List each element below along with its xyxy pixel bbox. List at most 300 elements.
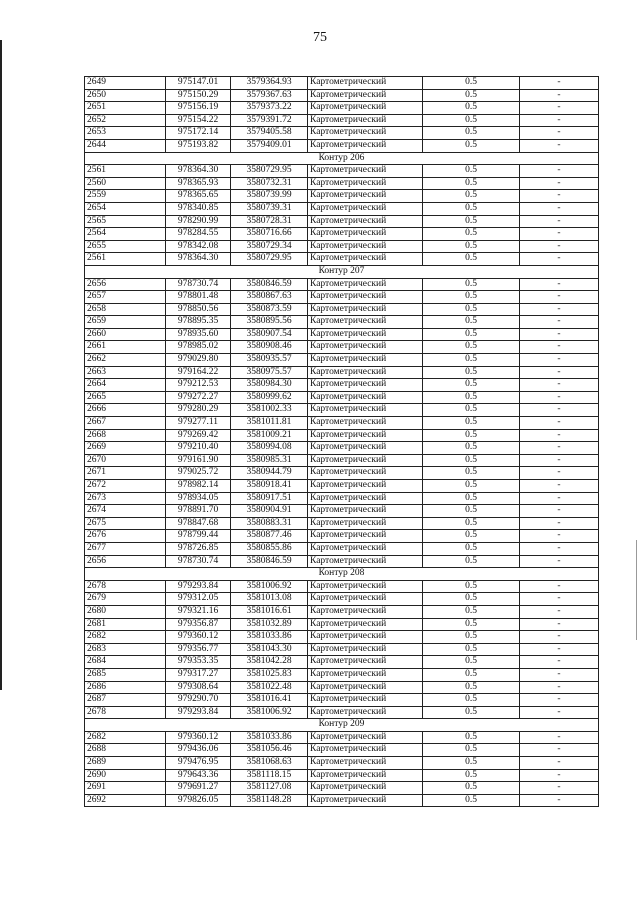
accuracy-cell: 0.5 <box>423 744 520 757</box>
accuracy-cell: 0.5 <box>423 404 520 417</box>
accuracy-cell: 0.5 <box>423 605 520 618</box>
description-cell: - <box>520 505 599 518</box>
method-cell: Картометрический <box>308 240 423 253</box>
table-row <box>85 429 599 442</box>
description-cell: - <box>520 555 599 568</box>
method-cell: Картометрический <box>308 215 423 228</box>
x-coordinate-cell: 979356.87 <box>166 618 231 631</box>
method-cell: Картометрический <box>308 89 423 102</box>
description-cell: - <box>520 77 599 90</box>
point-number-cell: 2670 <box>85 454 166 467</box>
point-number-cell: 2649 <box>85 77 166 90</box>
method-cell: Картометрический <box>308 757 423 770</box>
accuracy-cell: 0.5 <box>423 631 520 644</box>
description-cell: - <box>520 605 599 618</box>
method-cell: Картометрический <box>308 505 423 518</box>
point-number-cell: 2690 <box>85 769 166 782</box>
y-coordinate-cell: 3580999.62 <box>231 391 308 404</box>
accuracy-cell: 0.5 <box>423 278 520 291</box>
x-coordinate-cell: 979826.05 <box>166 794 231 807</box>
method-cell: Картометрический <box>308 202 423 215</box>
table-row <box>85 492 599 505</box>
method-cell: Картометрический <box>308 668 423 681</box>
y-coordinate-cell: 3581032.89 <box>231 618 308 631</box>
table-row <box>85 202 599 215</box>
point-number-cell: 2655 <box>85 240 166 253</box>
accuracy-cell: 0.5 <box>423 542 520 555</box>
y-coordinate-cell: 3580907.54 <box>231 328 308 341</box>
table-row <box>85 706 599 719</box>
table-row <box>85 379 599 392</box>
accuracy-cell: 0.5 <box>423 530 520 543</box>
accuracy-cell: 0.5 <box>423 794 520 807</box>
method-cell: Картометрический <box>308 417 423 430</box>
table-row <box>85 391 599 404</box>
method-cell: Картометрический <box>308 228 423 241</box>
y-coordinate-cell: 3579405.58 <box>231 127 308 140</box>
x-coordinate-cell: 978985.02 <box>166 341 231 354</box>
accuracy-cell: 0.5 <box>423 757 520 770</box>
x-coordinate-cell: 978364.30 <box>166 253 231 266</box>
description-cell: - <box>520 303 599 316</box>
table-row <box>85 316 599 329</box>
y-coordinate-cell: 3579364.93 <box>231 77 308 90</box>
x-coordinate-cell: 979293.84 <box>166 580 231 593</box>
x-coordinate-cell: 979356.77 <box>166 643 231 656</box>
accuracy-cell: 0.5 <box>423 391 520 404</box>
x-coordinate-cell: 978935.60 <box>166 328 231 341</box>
point-number-cell: 2667 <box>85 417 166 430</box>
table-row <box>85 303 599 316</box>
method-cell: Картометрический <box>308 366 423 379</box>
method-cell: Картометрический <box>308 694 423 707</box>
accuracy-cell: 0.5 <box>423 467 520 480</box>
page-number: 75 <box>313 30 327 45</box>
accuracy-cell: 0.5 <box>423 480 520 493</box>
method-cell: Картометрический <box>308 656 423 669</box>
table-row <box>85 631 599 644</box>
table-row <box>85 165 599 178</box>
x-coordinate-cell: 979290.70 <box>166 694 231 707</box>
point-number-cell: 2561 <box>85 165 166 178</box>
scan-edge-mark-right <box>636 540 637 640</box>
accuracy-cell: 0.5 <box>423 303 520 316</box>
x-coordinate-cell: 978284.55 <box>166 228 231 241</box>
description-cell: - <box>520 391 599 404</box>
x-coordinate-cell: 978730.74 <box>166 278 231 291</box>
y-coordinate-cell: 3581006.92 <box>231 706 308 719</box>
description-cell: - <box>520 542 599 555</box>
method-cell: Картометрический <box>308 278 423 291</box>
description-cell: - <box>520 694 599 707</box>
y-coordinate-cell: 3581006.92 <box>231 580 308 593</box>
y-coordinate-cell: 3580935.57 <box>231 354 308 367</box>
description-cell: - <box>520 253 599 266</box>
point-number-cell: 2665 <box>85 391 166 404</box>
table-row <box>85 404 599 417</box>
description-cell: - <box>520 127 599 140</box>
table-row <box>85 77 599 90</box>
description-cell: - <box>520 467 599 480</box>
description-cell: - <box>520 618 599 631</box>
accuracy-cell: 0.5 <box>423 429 520 442</box>
point-number-cell: 2653 <box>85 127 166 140</box>
method-cell: Картометрический <box>308 605 423 618</box>
accuracy-cell: 0.5 <box>423 127 520 140</box>
accuracy-cell: 0.5 <box>423 505 520 518</box>
method-cell: Картометрический <box>308 731 423 744</box>
description-cell: - <box>520 593 599 606</box>
description-cell: - <box>520 316 599 329</box>
point-number-cell: 2675 <box>85 517 166 530</box>
x-coordinate-cell: 979280.29 <box>166 404 231 417</box>
method-cell: Картометрический <box>308 77 423 90</box>
accuracy-cell: 0.5 <box>423 366 520 379</box>
point-number-cell: 2682 <box>85 731 166 744</box>
method-cell: Картометрический <box>308 794 423 807</box>
description-cell: - <box>520 668 599 681</box>
accuracy-cell: 0.5 <box>423 492 520 505</box>
method-cell: Картометрический <box>308 165 423 178</box>
y-coordinate-cell: 3581042.28 <box>231 656 308 669</box>
point-number-cell: 2559 <box>85 190 166 203</box>
table-row <box>85 278 599 291</box>
point-number-cell: 2691 <box>85 782 166 795</box>
description-cell: - <box>520 278 599 291</box>
y-coordinate-cell: 3580944.79 <box>231 467 308 480</box>
point-number-cell: 2561 <box>85 253 166 266</box>
y-coordinate-cell: 3580985.31 <box>231 454 308 467</box>
description-cell: - <box>520 328 599 341</box>
method-cell: Картометрический <box>308 706 423 719</box>
point-number-cell: 2678 <box>85 580 166 593</box>
table-row <box>85 794 599 807</box>
table-row <box>85 580 599 593</box>
y-coordinate-cell: 3579367.63 <box>231 89 308 102</box>
table-row <box>85 530 599 543</box>
point-number-cell: 2644 <box>85 139 166 152</box>
method-cell: Картометрический <box>308 114 423 127</box>
x-coordinate-cell: 979321.16 <box>166 605 231 618</box>
y-coordinate-cell: 3579373.22 <box>231 102 308 115</box>
table-row <box>85 467 599 480</box>
y-coordinate-cell: 3581022.48 <box>231 681 308 694</box>
table-row <box>85 605 599 618</box>
table-row <box>85 139 599 152</box>
description-cell: - <box>520 631 599 644</box>
accuracy-cell: 0.5 <box>423 190 520 203</box>
accuracy-cell: 0.5 <box>423 228 520 241</box>
description-cell: - <box>520 744 599 757</box>
method-cell: Картометрический <box>308 681 423 694</box>
method-cell: Картометрический <box>308 328 423 341</box>
method-cell: Картометрический <box>308 517 423 530</box>
contour-header-row <box>85 152 599 165</box>
accuracy-cell: 0.5 <box>423 89 520 102</box>
accuracy-cell: 0.5 <box>423 253 520 266</box>
accuracy-cell: 0.5 <box>423 114 520 127</box>
method-cell: Картометрический <box>308 593 423 606</box>
point-number-cell: 2659 <box>85 316 166 329</box>
description-cell: - <box>520 706 599 719</box>
table-row <box>85 769 599 782</box>
method-cell: Картометрический <box>308 316 423 329</box>
y-coordinate-cell: 3580917.51 <box>231 492 308 505</box>
accuracy-cell: 0.5 <box>423 202 520 215</box>
method-cell: Картометрический <box>308 580 423 593</box>
accuracy-cell: 0.5 <box>423 580 520 593</box>
table-row <box>85 354 599 367</box>
y-coordinate-cell: 3580739.31 <box>231 202 308 215</box>
table-row <box>85 505 599 518</box>
table-row <box>85 114 599 127</box>
y-coordinate-cell: 3581118.15 <box>231 769 308 782</box>
method-cell: Картометрический <box>308 769 423 782</box>
point-number-cell: 2678 <box>85 706 166 719</box>
accuracy-cell: 0.5 <box>423 139 520 152</box>
point-number-cell: 2656 <box>85 278 166 291</box>
y-coordinate-cell: 3580904.91 <box>231 505 308 518</box>
accuracy-cell: 0.5 <box>423 782 520 795</box>
y-coordinate-cell: 3581016.61 <box>231 605 308 618</box>
description-cell: - <box>520 731 599 744</box>
description-cell: - <box>520 354 599 367</box>
coordinates-table-body <box>85 77 599 807</box>
description-cell: - <box>520 341 599 354</box>
description-cell: - <box>520 379 599 392</box>
y-coordinate-cell: 3580732.31 <box>231 177 308 190</box>
point-number-cell: 2651 <box>85 102 166 115</box>
description-cell: - <box>520 202 599 215</box>
x-coordinate-cell: 979476.95 <box>166 757 231 770</box>
point-number-cell: 2669 <box>85 442 166 455</box>
point-number-cell: 2685 <box>85 668 166 681</box>
description-cell: - <box>520 102 599 115</box>
table-row <box>85 442 599 455</box>
accuracy-cell: 0.5 <box>423 681 520 694</box>
method-cell: Картометрический <box>308 555 423 568</box>
accuracy-cell: 0.5 <box>423 291 520 304</box>
x-coordinate-cell: 979308.64 <box>166 681 231 694</box>
y-coordinate-cell: 3581025.83 <box>231 668 308 681</box>
point-number-cell: 2565 <box>85 215 166 228</box>
description-cell: - <box>520 530 599 543</box>
point-number-cell: 2663 <box>85 366 166 379</box>
table-row <box>85 89 599 102</box>
point-number-cell: 2683 <box>85 643 166 656</box>
y-coordinate-cell: 3581043.30 <box>231 643 308 656</box>
method-cell: Картометрический <box>308 303 423 316</box>
x-coordinate-cell: 979312.05 <box>166 593 231 606</box>
y-coordinate-cell: 3580975.57 <box>231 366 308 379</box>
table-row <box>85 643 599 656</box>
description-cell: - <box>520 114 599 127</box>
y-coordinate-cell: 3581033.86 <box>231 731 308 744</box>
x-coordinate-cell: 978850.56 <box>166 303 231 316</box>
x-coordinate-cell: 979317.27 <box>166 668 231 681</box>
x-coordinate-cell: 975150.29 <box>166 89 231 102</box>
x-coordinate-cell: 978891.70 <box>166 505 231 518</box>
y-coordinate-cell: 3581056.46 <box>231 744 308 757</box>
y-coordinate-cell: 3580895.56 <box>231 316 308 329</box>
y-coordinate-cell: 3581013.08 <box>231 593 308 606</box>
table-row <box>85 542 599 555</box>
y-coordinate-cell: 3580716.66 <box>231 228 308 241</box>
point-number-cell: 2688 <box>85 744 166 757</box>
x-coordinate-cell: 979269.42 <box>166 429 231 442</box>
table-row <box>85 215 599 228</box>
point-number-cell: 2672 <box>85 480 166 493</box>
table-row <box>85 782 599 795</box>
table-row <box>85 681 599 694</box>
table-row <box>85 366 599 379</box>
point-number-cell: 2658 <box>85 303 166 316</box>
description-cell: - <box>520 782 599 795</box>
point-number-cell: 2686 <box>85 681 166 694</box>
method-cell: Картометрический <box>308 391 423 404</box>
description-cell: - <box>520 417 599 430</box>
description-cell: - <box>520 228 599 241</box>
description-cell: - <box>520 454 599 467</box>
method-cell: Картометрический <box>308 190 423 203</box>
table-row <box>85 656 599 669</box>
table-row <box>85 190 599 203</box>
method-cell: Картометрический <box>308 744 423 757</box>
description-cell: - <box>520 404 599 417</box>
y-coordinate-cell: 3580994.08 <box>231 442 308 455</box>
description-cell: - <box>520 656 599 669</box>
method-cell: Картометрический <box>308 253 423 266</box>
scan-edge-mark <box>0 40 2 690</box>
y-coordinate-cell: 3580728.31 <box>231 215 308 228</box>
method-cell: Картометрический <box>308 177 423 190</box>
y-coordinate-cell: 3581033.86 <box>231 631 308 644</box>
method-cell: Картометрический <box>308 480 423 493</box>
accuracy-cell: 0.5 <box>423 102 520 115</box>
point-number-cell: 2692 <box>85 794 166 807</box>
x-coordinate-cell: 979436.06 <box>166 744 231 757</box>
table-row <box>85 618 599 631</box>
point-number-cell: 2689 <box>85 757 166 770</box>
method-cell: Картометрический <box>308 102 423 115</box>
table-row <box>85 555 599 568</box>
description-cell: - <box>520 517 599 530</box>
method-cell: Картометрический <box>308 454 423 467</box>
accuracy-cell: 0.5 <box>423 328 520 341</box>
description-cell: - <box>520 480 599 493</box>
contour-label: Контур 207 <box>85 265 599 278</box>
description-cell: - <box>520 190 599 203</box>
table-row <box>85 102 599 115</box>
y-coordinate-cell: 3580867.63 <box>231 291 308 304</box>
description-cell: - <box>520 794 599 807</box>
table-row <box>85 517 599 530</box>
point-number-cell: 2564 <box>85 228 166 241</box>
y-coordinate-cell: 3581011.81 <box>231 417 308 430</box>
table-row <box>85 228 599 241</box>
y-coordinate-cell: 3580877.46 <box>231 530 308 543</box>
table-row <box>85 480 599 493</box>
y-coordinate-cell: 3580729.34 <box>231 240 308 253</box>
y-coordinate-cell: 3580729.95 <box>231 253 308 266</box>
method-cell: Картометрический <box>308 429 423 442</box>
x-coordinate-cell: 975172.14 <box>166 127 231 140</box>
accuracy-cell: 0.5 <box>423 77 520 90</box>
accuracy-cell: 0.5 <box>423 240 520 253</box>
accuracy-cell: 0.5 <box>423 454 520 467</box>
description-cell: - <box>520 240 599 253</box>
method-cell: Картометрический <box>308 530 423 543</box>
accuracy-cell: 0.5 <box>423 165 520 178</box>
accuracy-cell: 0.5 <box>423 442 520 455</box>
table-row <box>85 253 599 266</box>
description-cell: - <box>520 580 599 593</box>
description-cell: - <box>520 291 599 304</box>
x-coordinate-cell: 975193.82 <box>166 139 231 152</box>
x-coordinate-cell: 979161.90 <box>166 454 231 467</box>
x-coordinate-cell: 979360.12 <box>166 631 231 644</box>
description-cell: - <box>520 769 599 782</box>
table-row <box>85 744 599 757</box>
table-row <box>85 593 599 606</box>
table-row <box>85 668 599 681</box>
description-cell: - <box>520 165 599 178</box>
x-coordinate-cell: 979164.22 <box>166 366 231 379</box>
y-coordinate-cell: 3581068.63 <box>231 757 308 770</box>
accuracy-cell: 0.5 <box>423 417 520 430</box>
accuracy-cell: 0.5 <box>423 215 520 228</box>
point-number-cell: 2560 <box>85 177 166 190</box>
x-coordinate-cell: 978799.44 <box>166 530 231 543</box>
point-number-cell: 2674 <box>85 505 166 518</box>
accuracy-cell: 0.5 <box>423 694 520 707</box>
x-coordinate-cell: 978340.85 <box>166 202 231 215</box>
accuracy-cell: 0.5 <box>423 668 520 681</box>
y-coordinate-cell: 3581016.41 <box>231 694 308 707</box>
point-number-cell: 2679 <box>85 593 166 606</box>
point-number-cell: 2687 <box>85 694 166 707</box>
x-coordinate-cell: 978342.08 <box>166 240 231 253</box>
table-row <box>85 417 599 430</box>
description-cell: - <box>520 492 599 505</box>
x-coordinate-cell: 979643.36 <box>166 769 231 782</box>
accuracy-cell: 0.5 <box>423 656 520 669</box>
description-cell: - <box>520 215 599 228</box>
contour-label: Контур 208 <box>85 568 599 581</box>
table-row <box>85 240 599 253</box>
x-coordinate-cell: 979025.72 <box>166 467 231 480</box>
description-cell: - <box>520 681 599 694</box>
accuracy-cell: 0.5 <box>423 731 520 744</box>
method-cell: Картометрический <box>308 139 423 152</box>
description-cell: - <box>520 366 599 379</box>
point-number-cell: 2652 <box>85 114 166 127</box>
method-cell: Картометрический <box>308 643 423 656</box>
x-coordinate-cell: 978364.30 <box>166 165 231 178</box>
y-coordinate-cell: 3581127.08 <box>231 782 308 795</box>
y-coordinate-cell: 3580908.46 <box>231 341 308 354</box>
y-coordinate-cell: 3580984.30 <box>231 379 308 392</box>
y-coordinate-cell: 3580918.41 <box>231 480 308 493</box>
table-row <box>85 694 599 707</box>
y-coordinate-cell: 3580729.95 <box>231 165 308 178</box>
point-number-cell: 2682 <box>85 631 166 644</box>
accuracy-cell: 0.5 <box>423 341 520 354</box>
point-number-cell: 2684 <box>85 656 166 669</box>
point-number-cell: 2680 <box>85 605 166 618</box>
x-coordinate-cell: 978847.68 <box>166 517 231 530</box>
x-coordinate-cell: 979272.27 <box>166 391 231 404</box>
